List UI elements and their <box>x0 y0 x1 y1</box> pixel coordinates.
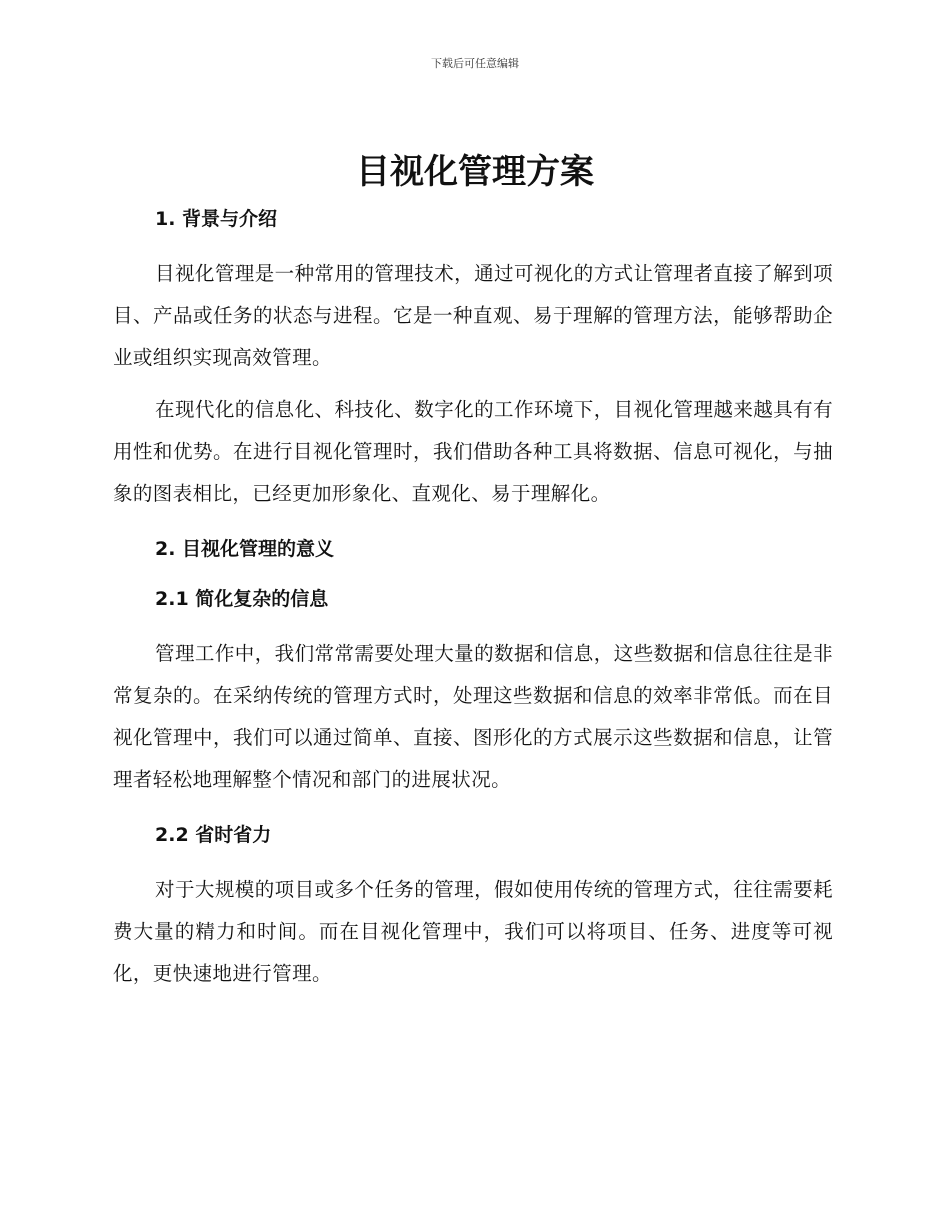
document-body <box>113 203 833 1005</box>
paragraph-modern-context: 在现代化的信息化、科技化、数字化的工作环境下，目视化管理越来越具有有用性和优势。在进行目视化管理时，我们借助各种工具将数据、信息可视化，与抽象的图表相比，已经更加形象化、直观化、易于理解化。 <box>113 398 833 505</box>
subsection-heading-save-time: 2.2 省时省力 <box>155 824 272 846</box>
section-heading-background: 1. 背景与介绍 <box>155 208 278 230</box>
paragraph-intro: 目视化管理是一种常用的管理技术，通过可视化的方式让管理者直接了解到项目、产品或任务的状态与进程。它是一种直观、易于理解的管理方法，能够帮助企业或组织实现高效管理。 <box>113 262 833 369</box>
subsection-heading-simplify: 2.1 简化复杂的信息 <box>155 588 329 610</box>
section-heading-significance: 2. 目视化管理的意义 <box>155 538 335 560</box>
running-header: 下载后可任意编辑 <box>431 57 519 70</box>
paragraph-simplify: 管理工作中，我们常常需要处理大量的数据和信息，这些数据和信息往往是非常复杂的。在采纳传统的管理方式时，处理这些数据和信息的效率非常低。而在目视化管理中，我们可以通过简单、直接、图形化的方式展示这些数据和信息，让管理者轻松地理解整个情况和部门的进展状况。 <box>113 642 833 791</box>
document-title: 目视化管理方案 <box>356 152 594 192</box>
paragraph-save-time: 对于大规模的项目或多个任务的管理，假如使用传统的管理方式，往往需要耗费大量的精力和时间。而在目视化管理中，我们可以将项目、任务、进度等可视化，更快速地进行管理。 <box>113 878 833 985</box>
